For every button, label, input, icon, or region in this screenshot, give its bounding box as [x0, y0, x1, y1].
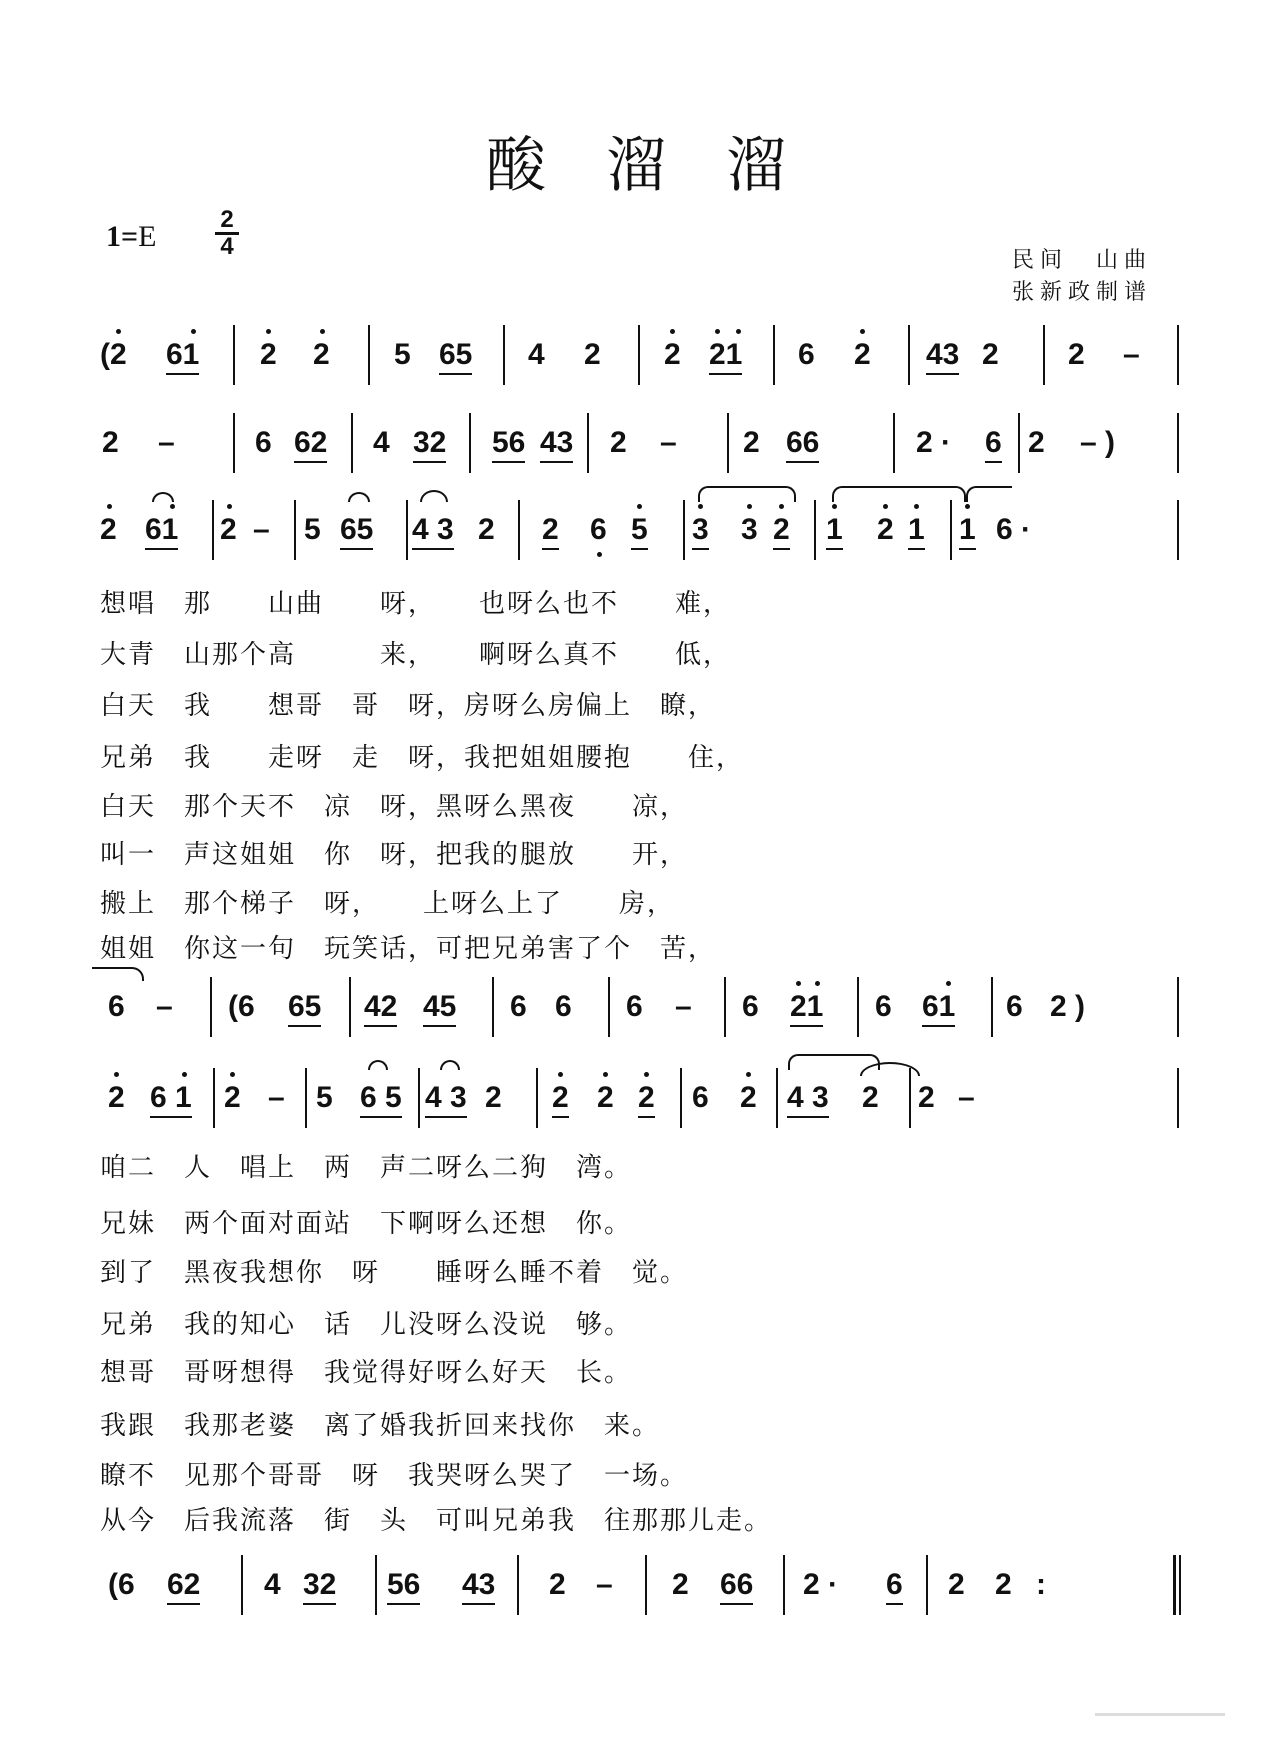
note: 2 [549, 1568, 566, 1601]
barline [294, 500, 296, 560]
note: 2 [260, 338, 277, 371]
note-group: 43 [926, 337, 959, 375]
note-group: 4 3 [425, 1080, 467, 1118]
high-dot [603, 1072, 608, 1077]
note: 6 [590, 513, 607, 546]
barline [503, 325, 505, 385]
slur [440, 1060, 460, 1070]
high-dot [191, 329, 196, 334]
barline [1177, 1068, 1179, 1128]
slur [348, 492, 370, 502]
high-dot [747, 504, 752, 509]
note-group: 45 [423, 989, 456, 1027]
note-group: 61 [145, 512, 178, 550]
note-group: 42 [364, 989, 397, 1027]
lyric-line: 兄弟 我 走呀 走 呀，我把姐姐腰抱 住， [100, 743, 745, 773]
note: 2 [610, 426, 627, 459]
tie-start [966, 486, 1012, 502]
note: 6 [510, 990, 527, 1023]
note-group: 43 [540, 425, 573, 463]
barline [351, 413, 353, 473]
note: 1 [959, 512, 976, 550]
note: (6 [108, 1568, 135, 1601]
barline [909, 1068, 911, 1128]
note-group: 4 3 [412, 512, 454, 550]
note: 6 [555, 990, 572, 1023]
high-dot [883, 504, 888, 509]
high-dot [116, 329, 121, 334]
note: 2 [552, 1080, 569, 1118]
barline [212, 500, 214, 560]
note: 2 [542, 512, 559, 550]
note: 2 [638, 1080, 655, 1118]
barline [210, 977, 212, 1037]
high-dot [114, 1072, 119, 1077]
note: 6 · [996, 513, 1032, 546]
note: 6 [255, 426, 272, 459]
note-group: 65 [340, 512, 373, 550]
high-dot [796, 981, 801, 986]
note: 2 [1028, 426, 1045, 459]
note: 2 [584, 338, 601, 371]
note-group: 62 [167, 1567, 200, 1605]
high-dot [670, 329, 675, 334]
note: 2 [773, 512, 790, 550]
time-signature [215, 208, 239, 259]
note: 2 [918, 1081, 935, 1114]
note: 2 [854, 338, 871, 371]
barline [492, 977, 494, 1037]
barline [233, 413, 235, 473]
note-group: 56 [387, 1567, 420, 1605]
lyric-line: 兄妹 两个面对面站 下啊呀么还想 你。 [100, 1209, 633, 1239]
note: – [268, 1081, 285, 1114]
barline [857, 977, 859, 1037]
note-group: 43 [462, 1567, 495, 1605]
note-group: 6 5 [360, 1080, 402, 1118]
barline [241, 1555, 243, 1615]
note: 3 [692, 512, 709, 550]
note-group: 6 1 [150, 1080, 192, 1118]
barline [893, 413, 895, 473]
key-prefix: 1= [106, 220, 139, 253]
staff-row-outro [100, 1555, 1184, 1619]
credit-origin: 民间 山曲 [1012, 248, 1153, 273]
high-dot [736, 329, 741, 334]
slur [832, 486, 966, 502]
note: 2 [672, 1568, 689, 1601]
note: 2 [877, 513, 894, 546]
barline [645, 1555, 647, 1615]
lyric-line: 咱二 人 唱上 两 声二呀么二狗 湾。 [100, 1153, 633, 1183]
note: 4 [528, 338, 545, 371]
note-group: 61 [922, 989, 955, 1027]
high-dot [914, 504, 919, 509]
note: 2 [740, 1081, 757, 1114]
repeat-sign: : [1036, 1568, 1046, 1601]
note: – [660, 426, 677, 459]
high-dot [266, 329, 271, 334]
note: 6 [875, 990, 892, 1023]
key-signature [106, 220, 156, 254]
lyric-line: 瞭不 见那个哥哥 呀 我哭呀么哭了 一场。 [100, 1461, 689, 1491]
barline [680, 1068, 682, 1128]
note: – [958, 1081, 975, 1114]
lyric-line: 白天 那个天不 凉 呀，黑呀么黑夜 凉， [100, 792, 689, 822]
note-group: 62 [294, 425, 327, 463]
staff-row-intro-2 [100, 413, 1184, 477]
note: – [158, 426, 175, 459]
barline [950, 500, 952, 560]
barline [469, 413, 471, 473]
note: – ) [1080, 426, 1116, 459]
high-dot [644, 1072, 649, 1077]
note-paren: (2 [100, 338, 127, 371]
note: 5 [394, 338, 411, 371]
high-dot [170, 504, 175, 509]
note: 2 [862, 1081, 879, 1114]
note: 2 [743, 426, 760, 459]
high-dot [779, 504, 784, 509]
high-dot [227, 504, 232, 509]
note: 6 [108, 990, 125, 1023]
note: 5 [316, 1081, 333, 1114]
lyric-line: 搬上 那个梯子 呀， 上呀么上了 房， [100, 889, 676, 919]
high-dot [860, 329, 865, 334]
barline [305, 1068, 307, 1128]
high-dot [946, 981, 951, 986]
note: 6 [886, 1567, 903, 1605]
lyric-line: 想唱 那 山曲 呀， 也呀么也不 难， [100, 589, 732, 619]
barline [638, 325, 640, 385]
barline [233, 325, 235, 385]
note: – [596, 1568, 613, 1601]
staff-row-verse-1 [100, 500, 1184, 564]
lyric-line: 白天 我 想哥 哥 呀，房呀么房偏上 瞭， [100, 691, 717, 721]
time-denominator: 4 [220, 233, 234, 260]
barline [991, 977, 993, 1037]
note-group: 65 [439, 337, 472, 375]
barline [1043, 325, 1045, 385]
note: 2 [102, 426, 119, 459]
note: 5 [304, 513, 321, 546]
high-dot [965, 504, 970, 509]
note: 2 [478, 513, 495, 546]
note: – [156, 990, 173, 1023]
slur [152, 492, 174, 502]
note: 6 [626, 990, 643, 1023]
high-dot [320, 329, 325, 334]
note: 4 [264, 1568, 281, 1601]
note: 2 ) [1050, 990, 1086, 1023]
barline [1177, 325, 1179, 385]
lyric-line: 我跟 我那老婆 离了婚我折回来找你 来。 [100, 1411, 661, 1441]
barline [1177, 977, 1179, 1037]
note-group: 61 [166, 337, 199, 375]
note: 2 · [916, 426, 952, 459]
song-title: 酸溜溜 [486, 131, 846, 201]
note: 2 [100, 513, 117, 546]
barline [683, 500, 685, 560]
barline [375, 1555, 377, 1615]
note: – [675, 990, 692, 1023]
note: 4 [373, 426, 390, 459]
barline [773, 325, 775, 385]
barline [368, 325, 370, 385]
low-dot [597, 552, 602, 557]
barline [908, 325, 910, 385]
lyric-line: 想哥 哥呀想得 我觉得好呀么好天 长。 [100, 1358, 633, 1388]
barline [536, 1068, 538, 1128]
high-dot [107, 504, 112, 509]
note: – [253, 513, 270, 546]
note: 6 [742, 990, 759, 1023]
staff-row-verse-2 [100, 1068, 1184, 1132]
high-dot [715, 329, 720, 334]
note: 6 [1006, 990, 1023, 1023]
lyric-line: 从今 后我流落 街 头 可叫兄弟我 往那那儿走。 [100, 1506, 773, 1536]
high-dot [746, 1072, 751, 1077]
tie-end [92, 967, 144, 981]
note: – [1123, 338, 1140, 371]
barline [926, 1555, 928, 1615]
high-dot [637, 504, 642, 509]
note: 6 [798, 338, 815, 371]
slur [420, 490, 448, 502]
lyric-line: 兄弟 我的知心 话 儿没呀么没说 够。 [100, 1310, 633, 1340]
barline [406, 500, 408, 560]
note: 2 [948, 1568, 965, 1601]
barline [517, 1555, 519, 1615]
note: 2 [1068, 338, 1085, 371]
barline [727, 413, 729, 473]
note: 2 [108, 1081, 125, 1114]
staff-row-intro-1 [100, 325, 1184, 389]
lyric-line: 到了 黑夜我想你 呀 睡呀么睡不着 觉。 [100, 1258, 689, 1288]
note: 1 [908, 512, 925, 550]
note-group: 65 [288, 989, 321, 1027]
note-group: 66 [786, 425, 819, 463]
note-group: 32 [413, 425, 446, 463]
note: 2 [485, 1081, 502, 1114]
note: 2 [224, 1081, 241, 1114]
barline [518, 500, 520, 560]
staff-row-interlude [100, 977, 1184, 1041]
note: 2 [313, 338, 330, 371]
barline [418, 1068, 420, 1128]
barline [349, 977, 351, 1037]
note-group: 4 3 [787, 1080, 829, 1118]
slur [698, 486, 796, 502]
high-dot [815, 981, 820, 986]
barline [1177, 413, 1179, 473]
watermark [1095, 1713, 1225, 1716]
barline [1177, 500, 1179, 560]
slur [368, 1060, 388, 1070]
note: 2 · [803, 1568, 839, 1601]
final-barline [1179, 1555, 1181, 1615]
note: 2 [995, 1568, 1012, 1601]
note: 6 [692, 1081, 709, 1114]
barline [724, 977, 726, 1037]
note: 2 [982, 338, 999, 371]
final-barline [1173, 1555, 1176, 1615]
note-group: 21 [709, 337, 742, 375]
note: 2 [220, 513, 237, 546]
key-tonic: E [138, 220, 157, 253]
barline [587, 413, 589, 473]
note-group: 66 [720, 1567, 753, 1605]
high-dot [230, 1072, 235, 1077]
high-dot [832, 504, 837, 509]
barline [213, 1068, 215, 1128]
high-dot [698, 504, 703, 509]
note-group: 56 [492, 425, 525, 463]
barline [776, 1068, 778, 1128]
barline [783, 1555, 785, 1615]
note: 2 [597, 1081, 614, 1114]
note: (6 [228, 990, 255, 1023]
note: 6 [985, 425, 1002, 463]
lyric-line: 叫一 声这姐姐 你 呀，把我的腿放 开， [100, 840, 689, 870]
note-group: 21 [790, 989, 823, 1027]
barline [1018, 413, 1020, 473]
note: 1 [826, 512, 843, 550]
lyric-line: 姐姐 你这一句 玩笑话，可把兄弟害了个 苦， [100, 934, 717, 964]
note: 2 [664, 338, 681, 371]
time-numerator: 2 [215, 208, 239, 235]
high-dot [558, 1072, 563, 1077]
lyric-line: 大青 山那个高 来， 啊呀么真不 低， [100, 640, 732, 670]
note: 5 [631, 512, 648, 550]
barline [608, 977, 610, 1037]
high-dot [182, 1072, 187, 1077]
barline [814, 500, 816, 560]
note: 3 [741, 513, 758, 546]
note-group: 32 [303, 1567, 336, 1605]
credit-arranger: 张新政制谱 [1012, 280, 1153, 305]
